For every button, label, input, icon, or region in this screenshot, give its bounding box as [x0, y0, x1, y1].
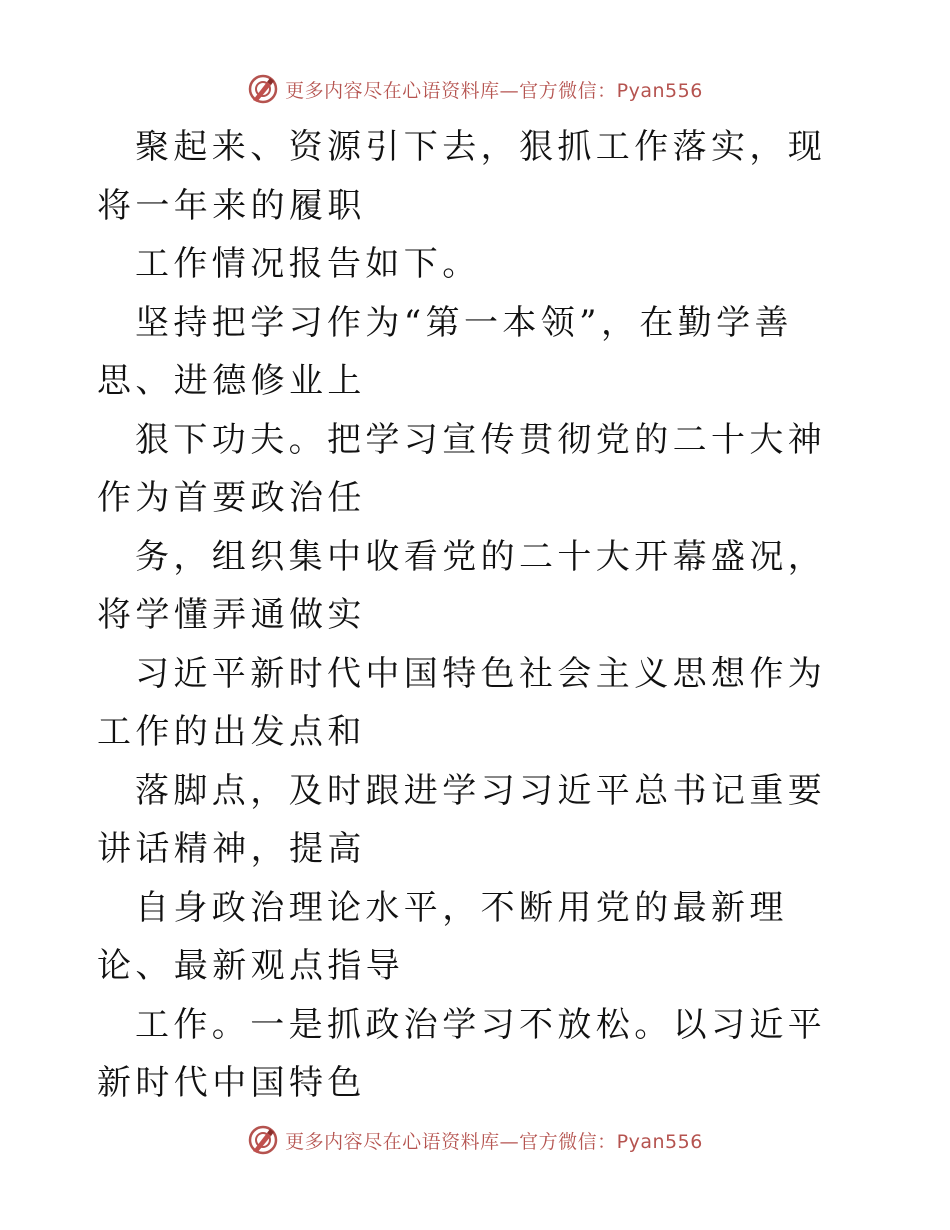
pen-logo-icon [247, 73, 279, 105]
watermark-text: 更多内容尽在心语资料库—官方微信：Pyan556 [285, 1130, 703, 1153]
footer-watermark [0, 1122, 950, 1158]
paragraph: 工作。一是抓政治学习不放松。以习近平新时代中国特色 [97, 1004, 827, 1103]
header-watermark [0, 71, 950, 107]
document-body [97, 118, 857, 1113]
pen-logo-icon [247, 1124, 279, 1156]
paragraph: 习近平新时代中国特色社会主义思想作为工作的出发点和 [97, 653, 827, 752]
paragraph: 聚起来、资源引下去，狠抓工作落实，现将一年来的履职 [97, 127, 827, 226]
paragraph: 落脚点，及时跟进学习习近平总书记重要讲话精神，提高 [97, 770, 827, 869]
paragraph: 务，组织集中收看党的二十大开幕盛况，将学懂弄通做实 [97, 536, 827, 635]
paragraph: 狠下功夫。把学习宣传贯彻党的二十大神作为首要政治任 [97, 419, 827, 518]
paragraph: 工作情况报告如下。 [135, 244, 481, 284]
paragraph: 坚持把学习作为“第一本领”，在勤学善思、进德修业上 [97, 302, 793, 401]
paragraph: 自身政治理论水平，不断用党的最新理论、最新观点指导 [97, 887, 788, 986]
watermark-text: 更多内容尽在心语资料库—官方微信：Pyan556 [285, 79, 703, 102]
